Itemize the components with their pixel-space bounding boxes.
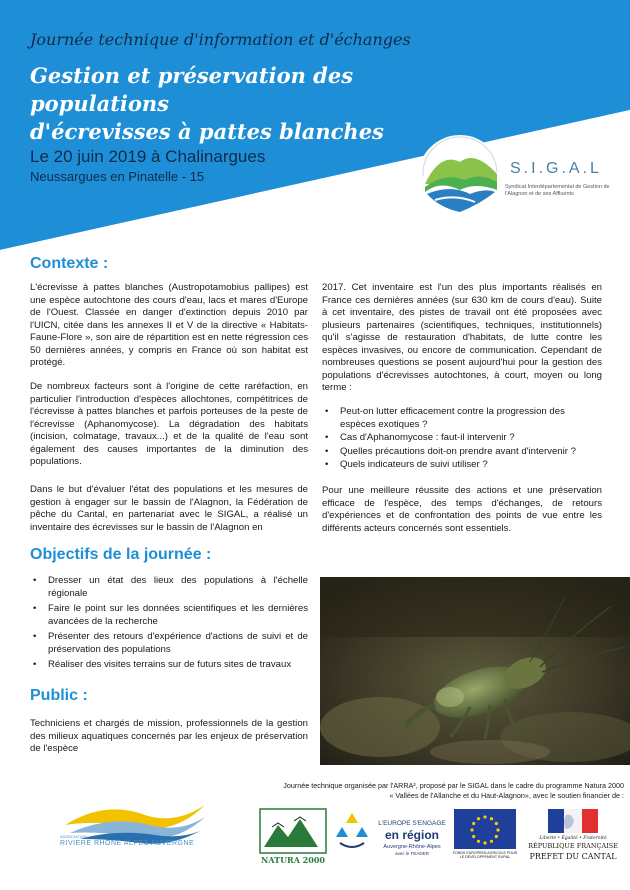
public-title: Public : xyxy=(30,687,88,704)
contexte-paragraph-2: De nombreux facteurs sont à l'origine de cette raréfaction, en particulier l'introduction d'espèces allochtones, compétitrices de l'écrevisse à pattes blanches et parfois porteuses de la peste de l'écrevisse (Aphanomycose). La dégradation des habitats (incision, colmatage, travaux...) et de la qualité de l'eau sont également des causes importantes de la diminution des populations. xyxy=(30,381,308,467)
eu-fund-label: FONDS EUROPÉEN AGRICOLE POUR LE DÉVELOPPEMENT RURAL xyxy=(452,851,518,860)
arra-name: RIVIERE RHONE ALPES AUVERGNE xyxy=(60,840,195,847)
question-item: • Quels indicateurs de suivi utiliser ? xyxy=(322,459,602,472)
objectif-item: • Réaliser des visites terrains sur de futurs sites de travaux xyxy=(30,659,308,672)
contexte-paragraph-4: 2017. Cet inventaire est l'un des plus importants réalisés en France ces dernières années (sur 630 km de cours d'eau). Suite à cet inventaire, des pistes de travail ont été proposées avec plusieurs partenaires (scientifiques, techniques, institutionnels) qu'il s'agisse de restauration d'habitats, de lutte contre les espèces invasives, ou encore de communication. Cependant de nombreuses questions se posent aujourd'hui pour la gestion des populations d'écrevisses autochtones, à court, moyen ou long terme : xyxy=(322,282,602,393)
contexte-paragraph-1: L'écrevisse à pattes blanches (Austropotamobius pallipes) est une espèce autochtone des cours d'eau, lacs et mares d'Europe de l'Ouest. Classée en danger d'extinction depuis 2010 par l'UICN, citée dans les annexes II et V de la directive « Habitats-Faune-Flore », son aire de répartition est en nette régression ces 50 dernières années, y compris en France où son habitat est protégé. xyxy=(30,282,308,368)
event-subtitle: Journée technique d'information et d'échanges xyxy=(30,30,411,49)
objectif-item: • Dresser un état des lieux des populations à l'échelle régionale xyxy=(30,575,308,600)
prefet-motto: Liberté • Égalité • Fraternité xyxy=(539,836,607,841)
sigal-name: S.I.G.A.L xyxy=(510,160,602,177)
objectif-item: • Présenter des retours d'expérience d'actions de suivi et de préservation des populations xyxy=(30,631,308,656)
contexte-paragraph-3: Dans le but d'évaluer l'état des populations et les mesures de gestion à engager sur le bassin de l'Alagnon, la Fédération de pêche du Cantal, en partenariat avec le SIGAL, a réalisé un inventaire des écrevisses sur le bassin de l'Alagnon en xyxy=(30,484,308,533)
contexte-title: Contexte : xyxy=(30,255,109,272)
event-title-line-2: d'écrevisses à pattes blanches xyxy=(30,119,384,144)
public-text: Techniciens et chargés de mission, professionnels de la gestion des milieux aquatiques concernés par les enjeux de préservation de l'espèce xyxy=(30,718,308,754)
prefet-republic: RÉPUBLIQUE FRANÇAISE xyxy=(528,842,618,850)
question-list xyxy=(322,406,602,473)
region-europe-label: L'EUROPE S'ENGAGE xyxy=(378,820,446,827)
arra-association-label: ASSOCIATION xyxy=(60,834,88,839)
crayfish-photo xyxy=(320,577,630,765)
prefet-logo xyxy=(528,807,618,867)
region-logo xyxy=(332,807,447,867)
natura-2000-logo xyxy=(258,807,328,867)
question-item: • Peut-on lutter efficacement contre la progression des espèces exotiques ? xyxy=(322,406,602,431)
funding-note-line-1: Journée technique organisée par l'ARRA², proposé par le SIGAL dans le cadre du programme Natura 2000 xyxy=(283,781,624,790)
objectifs-title: Objectifs de la journée : xyxy=(30,546,212,563)
prefet-name: PREFET DU CANTAL xyxy=(529,852,617,861)
sigal-description: Syndicat Interdépartemental de Gestion de l'Alagnon et de ses Affluents xyxy=(505,184,610,197)
region-label: en région xyxy=(384,828,440,842)
funding-note xyxy=(232,781,624,800)
natura-label: NATURA 2000 xyxy=(261,855,325,865)
contexte-paragraph-5: Pour une meilleure réussite des actions et une préservation efficace de l'espèce, des temps d'échanges, de retours d'expériences et de confrontation des points de vue entre les différents acteurs concernés sont essentiels. xyxy=(322,485,602,534)
funding-note-line-2: « Vallées de l'Allanche et du Haut-Alagnon», avec le soutien financier de : xyxy=(389,790,624,800)
event-title xyxy=(30,62,450,146)
region-feder-label: avec le FEADER xyxy=(395,851,429,856)
region-name: Auvergne-Rhône-Alpes xyxy=(383,844,441,850)
eu-flag-logo xyxy=(452,807,518,867)
question-item: • Cas d'Aphanomycose : faut-il intervenir ? xyxy=(322,432,602,445)
event-date: Le 20 juin 2019 à Chalinargues xyxy=(30,147,266,166)
objectif-item: • Faire le point sur les données scientifiques et les dernières avancées de la recherche xyxy=(30,603,308,628)
objectifs-list xyxy=(30,575,308,673)
event-place: Neussargues en Pinatelle - 15 xyxy=(30,169,205,184)
event-title-line-1: Gestion et préservation des populations xyxy=(30,63,354,116)
question-item: • Quelles précautions doit-on prendre avant d'intervenir ? xyxy=(322,446,602,459)
